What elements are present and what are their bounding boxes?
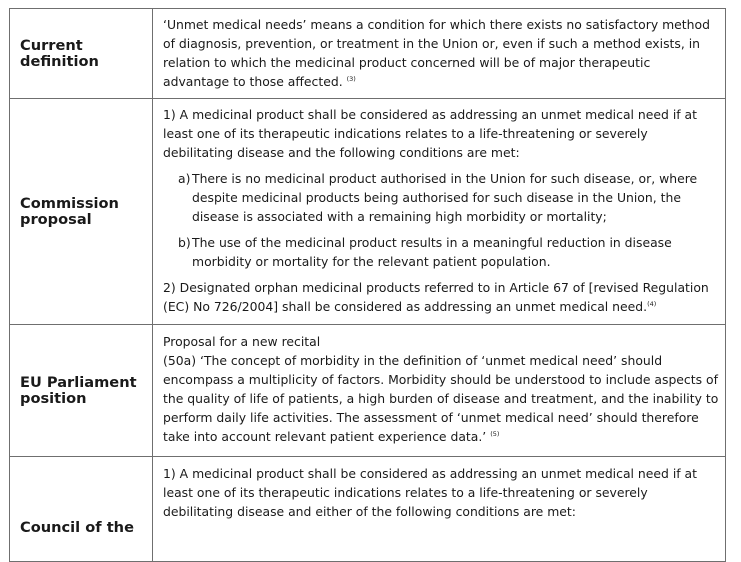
- row-label: EU Parliament position: [20, 373, 137, 407]
- row-parliament-position: [10, 325, 726, 457]
- paragraph-intro: 1) A medicinal product shall be considered as addressing an unmet medical need if at least one of its therapeutic indications relates to a life-threatening or severely debilitating disease and the following conditions are met:: [163, 107, 698, 160]
- text-cell: [153, 325, 726, 457]
- row-label: Commission proposal: [20, 194, 119, 228]
- paragraph-intro: 1) A medicinal product shall be considered as addressing an unmet medical need if at least one of its therapeutic indications relates to a life-threatening or severely debilitating disease and either of the following conditions are met:: [163, 466, 698, 519]
- row-current-definition: [10, 9, 726, 99]
- condition-text: There is no medicinal product authorised in the Union for such disease, or, where despite medicinal products being authorised for such disease in the Union, the disease is associated with a remaining high morbidity or mortality;: [192, 171, 698, 224]
- list-marker: b): [178, 235, 191, 250]
- text-cell: [153, 9, 726, 99]
- condition-a: [163, 169, 719, 226]
- condition-b: [163, 233, 719, 271]
- label-cell: [10, 99, 153, 325]
- row-label: Council of the: [20, 519, 134, 536]
- list-marker: a): [178, 171, 191, 186]
- row-commission-proposal: [10, 99, 726, 325]
- paragraph-point-2: 2) Designated orphan medicinal products referred to in Article 67 of [revised Regulation (EC) No 726/2004] shall be considered as addressing an unmet medical need.$^{(4)}$: [163, 280, 709, 314]
- definitions-table: [9, 8, 726, 562]
- definition-text: ‘Unmet medical needs’ means a condition for which there exists no satisfactory method of diagnosis, prevention, or treatment in the Union or, even if such a method exists, in relation to which the medicinal product concerned will be of major therapeutic advantage to those affected. $^{(3)}$: [163, 17, 710, 89]
- row-council-position: [10, 457, 726, 562]
- label-cell: [10, 457, 153, 562]
- label-cell: [10, 9, 153, 99]
- row-label: Current definition: [20, 36, 99, 70]
- condition-text: The use of the medicinal product results in a meaningful reduction in disease morbidity or mortality for the relevant patient population.: [192, 235, 672, 269]
- recital-heading: Proposal for a new recital: [163, 334, 321, 349]
- footnote-ref: (5): [490, 430, 500, 438]
- footnote-ref: (3): [346, 75, 356, 83]
- recital-text: (50a) ‘The concept of morbidity in the definition of ‘unmet medical need’ should encompass a multiplicity of factors. Morbidity should be understood to include aspects of the quality of life of patients, a high burden of disease and treatment, and the inability to perform daily life activities. The assessment of ‘unmet medical need’ should therefore take into account relevant patient experience data.’ $^{(5)}$: [163, 353, 719, 444]
- footnote-ref: (4): [647, 300, 657, 308]
- text-cell: [153, 99, 726, 325]
- text-cell: [153, 457, 726, 562]
- label-cell: [10, 325, 153, 457]
